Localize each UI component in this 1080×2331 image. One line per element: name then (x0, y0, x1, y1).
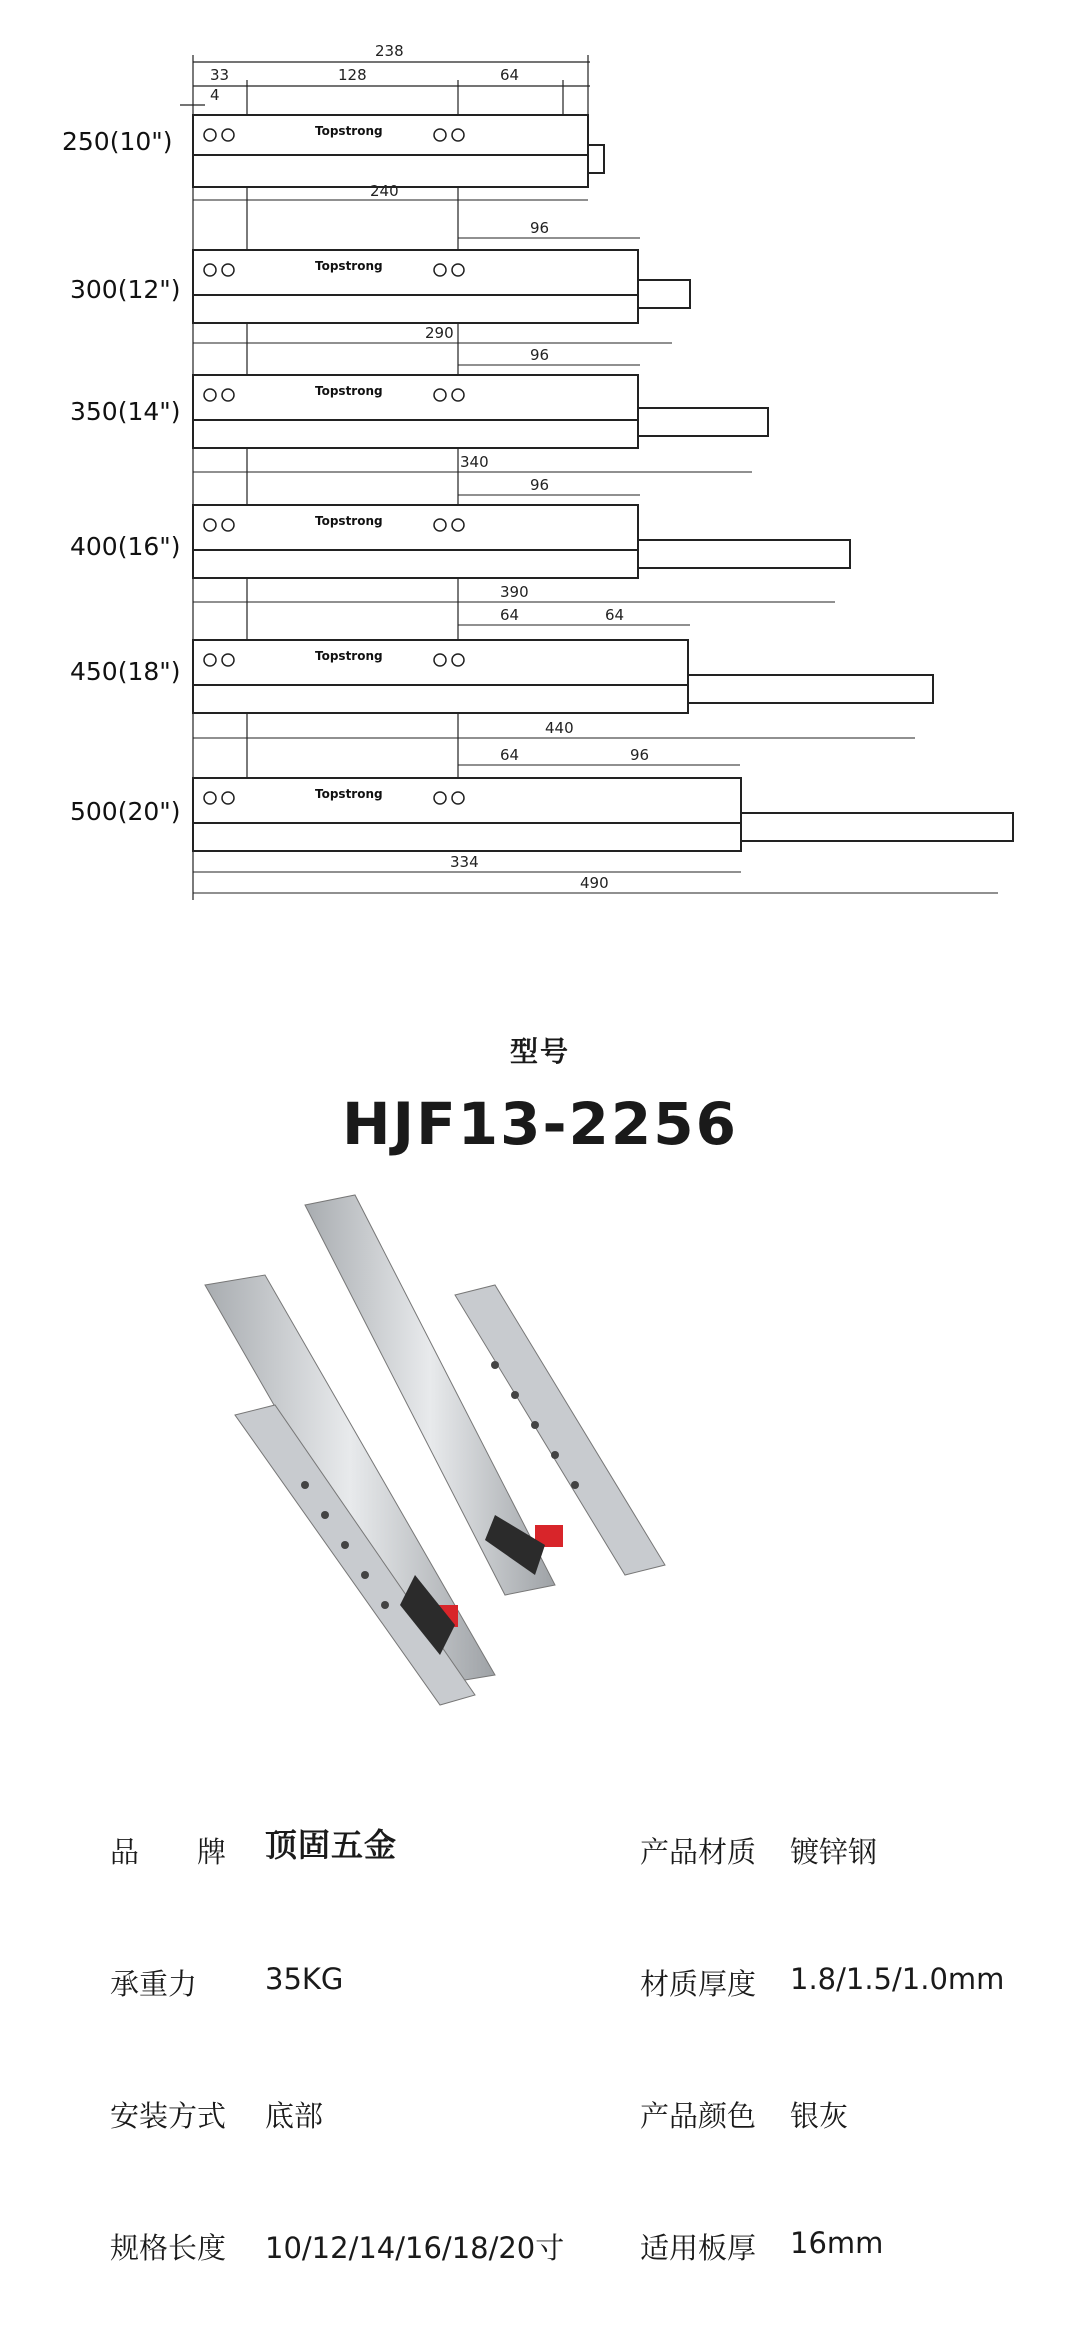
spec-value-thickness: 1.8/1.5/1.0mm (790, 1962, 1005, 1996)
brand-mark: Topstrong (315, 514, 383, 528)
dim-64: 64 (500, 66, 520, 84)
spec-label-material: 产品材质 (640, 1835, 757, 1869)
brand-mark: Topstrong (315, 649, 383, 663)
dimension-drawing (0, 0, 1080, 930)
dim-length: 334 (450, 853, 479, 871)
dim-96: 96 (530, 346, 550, 364)
brand-logo: 顶固五金 (265, 1826, 398, 1864)
spec-label-installation: 安装方式 (110, 2099, 227, 2133)
dim-96: 96 (530, 219, 550, 237)
slide-500 (70, 746, 1013, 893)
dim-length: 490 (580, 874, 609, 892)
spec-value-board-thickness: 16mm (790, 2226, 884, 2260)
dim-length: 440 (545, 719, 574, 737)
size-label: 400(16") (70, 532, 181, 561)
dim-64: 64 (500, 746, 520, 764)
spec-value-color: 银灰 (790, 2099, 849, 2133)
size-label: 300(12") (70, 275, 181, 304)
slide-450 (70, 606, 933, 738)
slide-350 (70, 346, 768, 472)
spec-value-load: 35KG (265, 1962, 344, 1996)
dim-length: 240 (370, 182, 399, 200)
dim-4: 4 (210, 86, 220, 104)
size-label: 500(20") (70, 797, 181, 826)
dim-length: 290 (425, 324, 454, 342)
dim-length: 340 (460, 453, 489, 471)
dim-33: 33 (210, 66, 230, 84)
model-caption: 型号 (509, 1035, 570, 1068)
spec-label-board-thickness: 适用板厚 (640, 2231, 757, 2265)
spec-value-length: 10/12/14/16/18/20寸 (265, 2231, 565, 2265)
spec-label-load: 承重力 (110, 1967, 198, 2001)
dim-128: 128 (338, 66, 367, 84)
spec-value-installation: 底部 (265, 2099, 324, 2133)
brand-mark: Topstrong (315, 384, 383, 398)
dim-64: 64 (605, 606, 625, 624)
brand-mark: Topstrong (315, 259, 383, 273)
dim-96: 96 (530, 476, 550, 494)
brand-mark: Topstrong (315, 787, 383, 801)
size-label: 250(10") (62, 127, 173, 156)
brand-mark: Topstrong (315, 124, 383, 138)
slide-250 (62, 115, 604, 200)
svg-text:238: 238 (375, 42, 404, 60)
dim-64: 64 (500, 606, 520, 624)
spec-label-color: 产品颜色 (640, 2099, 757, 2133)
spec-label-length: 规格长度 (110, 2231, 227, 2265)
spec-label-thickness: 材质厚度 (640, 1967, 757, 2001)
dim-96: 96 (630, 746, 650, 764)
size-label: 350(14") (70, 397, 181, 426)
slide-300 (70, 219, 690, 343)
size-label: 450(18") (70, 657, 181, 686)
model-number: HJF13-2256 (342, 1090, 738, 1158)
product-image (195, 1185, 895, 1745)
slide-400 (70, 476, 850, 602)
spec-value-material: 镀锌钢 (790, 1835, 878, 1869)
dim-length: 390 (500, 583, 529, 601)
dim-238 (375, 42, 404, 60)
spec-label-brand: 品 牌 (110, 1835, 227, 1869)
